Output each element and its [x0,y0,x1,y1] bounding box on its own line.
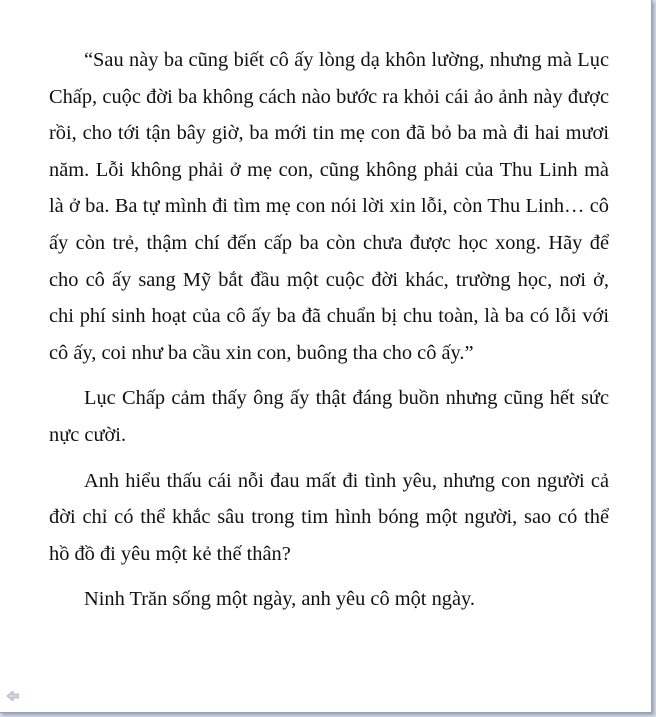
document-body[interactable] [49,42,609,627]
page-break-arrow-icon [6,690,20,702]
paragraph-3: Anh hiểu thấu cái nỗi đau mất đi tình yêu, nhưng con người cả đời chỉ có thể khắc sâu trong tim hình bóng một người, sao có thể hồ đồ đi yêu một kẻ thế thân? [49,469,609,565]
paragraph-1: “Sau này ba cũng biết cô ấy lòng dạ khôn lường, nhưng mà Lục Chấp, cuộc đời ba không cách nào bước ra khỏi cái ảo ảnh này được rồi, cho tới tận bây giờ, ba mới tin mẹ con đã bỏ ba mà đi hai mươi năm. Lỗi không phải ở mẹ con, cũng không phải của Thu Linh mà là ở ba. Ba tự mình đi tìm mẹ con nói lời xin lỗi, còn Thu Linh… cô ấy còn trẻ, thậm chí đến cấp ba còn chưa được học xong. Hãy để cho cô ấy sang Mỹ bắt đầu một cuộc đời khác, trường học, nơi ở, chi phí sinh hoạt của cô ấy ba đã chuẩn bị chu toàn, là ba có lỗi với cô ấy, coi như ba cầu xin con, buông tha cho cô ấy.” [49,49,609,364]
paragraph-2: Lục Chấp cảm thấy ông ấy thật đáng buồn nhưng cũng hết sức nực cười. [49,387,609,446]
paragraph-4: Ninh Trăn sống một ngày, anh yêu cô một ngày. [84,588,475,611]
